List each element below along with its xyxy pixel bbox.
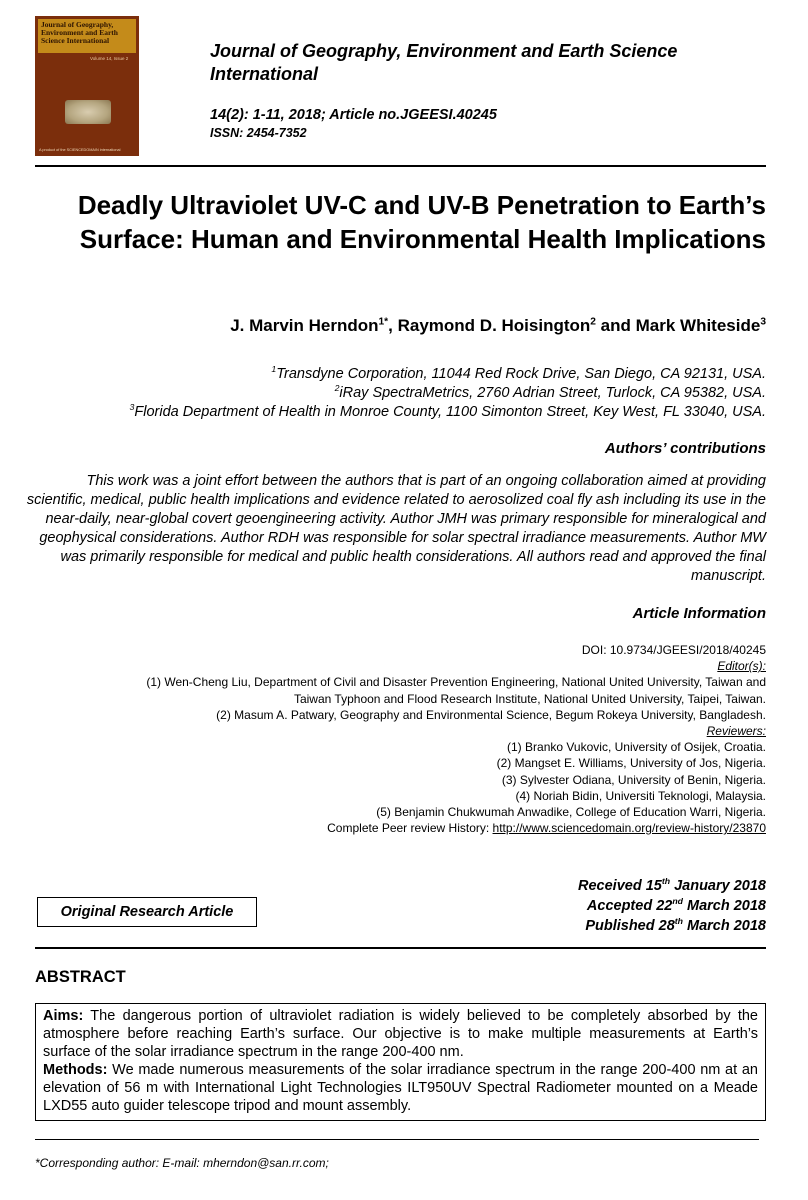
journal-citation: 14(2): 1-11, 2018; Article no.JGEESI.40245 bbox=[210, 107, 497, 123]
author-name: Raymond D. Hoisington bbox=[397, 316, 591, 335]
corresponding-author-footnote: *Corresponding author: E-mail: mherndon@san.rr.com; bbox=[35, 1156, 329, 1170]
editors-label: Editor(s): bbox=[717, 659, 766, 674]
affiliation bbox=[26, 384, 766, 403]
abstract-box bbox=[35, 1003, 766, 1121]
abstract-methods bbox=[43, 1061, 758, 1115]
footnote-divider bbox=[35, 1139, 759, 1140]
cover-title: Journal of Geography, Environment and Earth Science International bbox=[38, 19, 136, 53]
article-info-heading: Article Information bbox=[632, 605, 766, 622]
author-name: Mark Whiteside bbox=[635, 316, 761, 335]
affiliation-sup: 1 bbox=[271, 364, 277, 375]
aims-label: Aims: bbox=[43, 1008, 84, 1024]
section-divider bbox=[35, 947, 766, 949]
date-received: Received 15th January 2018 bbox=[578, 876, 766, 894]
reviewer-line: (2) Mangset E. Williams, University of Jos, Nigeria. bbox=[496, 756, 766, 771]
publication-dates bbox=[578, 876, 766, 936]
review-history bbox=[26, 820, 766, 836]
affiliation-sup: 2 bbox=[334, 383, 340, 394]
reviewer-line: (4) Noriah Bidin, Universiti Teknologi, Malaysia. bbox=[515, 788, 766, 803]
reviewer-line: (5) Benjamin Chukwumah Anwadike, College of Education Warri, Nigeria. bbox=[376, 805, 766, 820]
review-history-label: Complete Peer review History: bbox=[327, 821, 493, 836]
affiliation-sup: 3 bbox=[129, 402, 135, 413]
author-sup: 1* bbox=[378, 316, 389, 328]
author-sup: 2 bbox=[590, 316, 596, 328]
date-accepted: Accepted 22nd March 2018 bbox=[586, 896, 766, 914]
journal-cover-image bbox=[35, 16, 139, 156]
aims-text: The dangerous portion of ultraviolet radiation is widely believed to be completely absorbed by the atmosphere before reaching Earth’s surface. Our objective is to make multiple measurements at Earth’s surface of the solar irradiance spectrum in the range 200-400 nm. bbox=[43, 1008, 758, 1060]
reviewers-label: Reviewers: bbox=[706, 724, 766, 739]
abstract-aims bbox=[43, 1007, 758, 1061]
author-sup: 3 bbox=[760, 316, 766, 328]
affiliation-text: Florida Department of Health in Monroe County, 1100 Simonton Street, Key West, FL 33040, USA. bbox=[134, 404, 766, 420]
author-name: J. Marvin Herndon bbox=[230, 316, 379, 335]
journal-issn: ISSN: 2454-7352 bbox=[210, 126, 307, 140]
cover-picture bbox=[65, 100, 111, 124]
author-list bbox=[230, 316, 766, 336]
header-divider bbox=[35, 165, 766, 167]
doi: DOI: 10.9734/JGEESI/2018/40245 bbox=[581, 643, 766, 657]
abstract-heading: ABSTRACT bbox=[35, 968, 126, 986]
reviewer-line: (3) Sylvester Odiana, University of Benin, Nigeria. bbox=[501, 772, 766, 787]
article-info bbox=[26, 642, 766, 836]
affiliations bbox=[26, 365, 766, 422]
contributions-heading: Authors’ contributions bbox=[604, 440, 766, 457]
editor-line: (2) Masum A. Patwary, Geography and Environmental Science, Begum Rokeya University, Bangladesh. bbox=[216, 707, 766, 722]
methods-text: We made numerous measurements of the solar irradiance spectrum in the range 200-400 nm at an elevation of 56 m with International Light Technologies ILT950UV Spectral Radiometer mounted on a Meade LXD55 auto guider telescope tripod and mount assembly. bbox=[43, 1062, 758, 1114]
paper-title: Deadly Ultraviolet UV-C and UV-B Penetration to Earth’s Surface: Human and Environmental Health Implications bbox=[77, 190, 766, 254]
cover-footer: A product of the SCIENCEDOMAIN international bbox=[39, 148, 121, 152]
editor-line: Taiwan Typhoon and Flood Research Institute, National United University, Taipei, Taiwan. bbox=[293, 691, 766, 706]
affiliation bbox=[26, 365, 766, 384]
affiliation bbox=[26, 403, 766, 422]
affiliation-text: iRay SpectraMetrics, 2760 Adrian Street, Turlock, CA 95382, USA. bbox=[339, 385, 766, 401]
author-sep: , bbox=[388, 316, 398, 335]
journal-name: Journal of Geography, Environment and Earth Science International bbox=[210, 41, 678, 84]
author-sep: and bbox=[595, 316, 636, 335]
contributions-text: This work was a joint effort between the authors that is part of an ongoing collaboration aimed at providing scientific, medical, public health implications and evidence related to aerosolized coal fly ash including its use in the near-daily, near-global covert geoengineering activity. Author JMH was primary responsible for mineralogical and geophysical considerations. Author RDH was responsible for solar spectral irradiance measurements. Author MW was primarily responsible for medical and public health considerations. All authors read and approved the final manuscript. bbox=[26, 473, 766, 584]
date-published: Published 28th March 2018 bbox=[585, 916, 766, 934]
article-type-badge: Original Research Article bbox=[37, 897, 257, 927]
affiliation-text: Transdyne Corporation, 11044 Red Rock Drive, San Diego, CA 92131, USA. bbox=[276, 366, 766, 382]
reviewer-line: (1) Branko Vukovic, University of Osijek, Croatia. bbox=[507, 740, 766, 755]
methods-label: Methods: bbox=[43, 1062, 108, 1078]
cover-volume: Volume 14, Issue 2 bbox=[90, 56, 129, 61]
review-history-link[interactable]: http://www.sciencedomain.org/review-history/23870 bbox=[492, 821, 766, 836]
editor-line: (1) Wen-Cheng Liu, Department of Civil and Disaster Prevention Engineering, National United University, Taiwan and bbox=[146, 675, 766, 690]
